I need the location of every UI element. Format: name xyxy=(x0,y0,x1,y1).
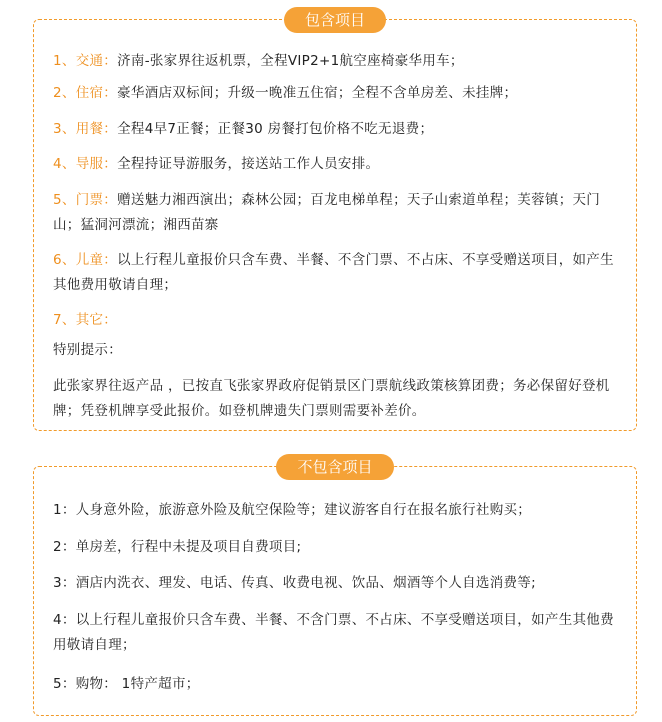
excluded-item: 4：以上行程儿童报价只含车费、半餐、不含门票、不占床、不享受赠送项目，如产生其他费用敬请自理； xyxy=(53,612,614,653)
included-item-traffic xyxy=(53,49,621,74)
item-text: 豪华酒店双标间；升级一晚准五住宿；全程不含单房差、未挂牌； xyxy=(117,85,518,101)
item-label: 1、交通： xyxy=(53,53,118,69)
included-item-children xyxy=(53,248,621,298)
item-label: 7、其它： xyxy=(53,312,118,328)
excluded-title: 不包含项目 xyxy=(276,454,394,480)
excluded-item: 3：酒店内洗衣、理发、电话、传真、收费电视、饮品、烟酒等个人自选消费等; xyxy=(53,575,536,591)
item-text: 济南-张家界往返机票，全程VIP2+1航空座椅豪华用车； xyxy=(117,53,464,69)
item-label: 5、门票： xyxy=(53,192,118,208)
notice-title: 特别提示： xyxy=(53,342,122,358)
included-item-other xyxy=(53,308,621,333)
included-item-tickets xyxy=(53,188,621,238)
included-item-meals xyxy=(53,117,621,142)
item-label: 6、儿童： xyxy=(53,252,118,268)
item-text: 全程持证导游服务，接送站工作人员安排。 xyxy=(117,156,380,172)
item-text: 以上行程儿童报价只含车费、半餐、不含门票、不占床、不享受赠送项目，如产生其他费用敬请自理； xyxy=(53,252,614,293)
excluded-section xyxy=(33,458,637,716)
excluded-item: 5：购物： 1特产超市； xyxy=(53,676,200,692)
included-item-guide xyxy=(53,152,621,177)
item-label: 3、用餐： xyxy=(53,121,118,137)
item-label: 2、住宿： xyxy=(53,85,118,101)
item-text: 赠送魅力湘西演出；森林公园；百龙电梯单程；天子山索道单程；芙蓉镇；天门山；猛洞河漂流；湘西苗寨 xyxy=(53,192,601,233)
notice-text: 此张家界往返产品 ，已按直飞张家界政府促销景区门票航线政策核算团费；务必保留好登机牌；凭登机牌享受此报价。如登机牌遗失门票则需要补差价。 xyxy=(53,378,610,419)
item-text: 全程4早7正餐；正餐30 房餐打包价格不吃无退费； xyxy=(117,121,434,137)
item-label: 4、导服： xyxy=(53,156,118,172)
included-section xyxy=(33,11,637,431)
excluded-item: 1：人身意外险，旅游意外险及航空保险等；建议游客自行在报名旅行社购买； xyxy=(53,502,532,518)
excluded-item: 2：单房差，行程中未提及项目自费项目; xyxy=(53,539,302,555)
included-item-lodging xyxy=(53,81,621,106)
included-title: 包含项目 xyxy=(284,7,386,33)
